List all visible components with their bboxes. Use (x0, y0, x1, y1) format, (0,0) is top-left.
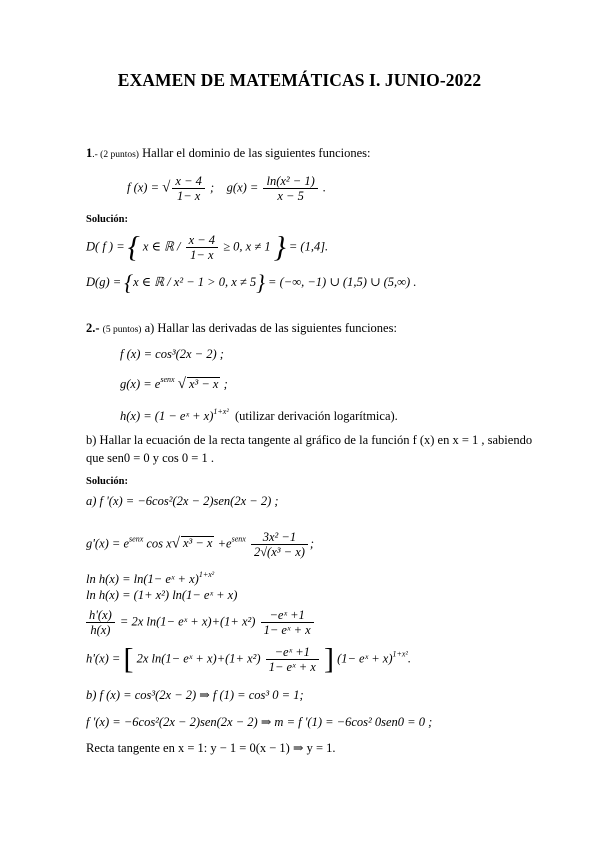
problem-2-number: 2.- (86, 321, 100, 335)
right-brace-icon: } (256, 270, 265, 296)
h-base: h(x) = (1 − eˣ + x) (120, 409, 214, 423)
domain-g-lhs: D(g) = (86, 275, 122, 289)
domain-f-line (86, 230, 329, 264)
problem-1-statement (86, 147, 371, 161)
h-derivative-line (86, 642, 412, 676)
solution-b-line3: Recta tangente en x = 1: y − 1 = 0(x − 1) ⇒ y = 1. (86, 741, 336, 755)
problem-2-part-a: a) Hallar las derivadas de las siguientes funciones: (144, 321, 397, 335)
g-fraction (263, 174, 317, 203)
domain-f-set-a: x ∈ ℝ / (142, 239, 181, 254)
problem-2-part-b-line2: que sen0 = 0 y cos 0 = 1 . (86, 451, 214, 465)
function-h (120, 408, 398, 423)
g-end: . (322, 180, 327, 195)
domain-f-denominator: 1− x (190, 248, 214, 262)
h-note: (utilizar derivación logarítmica). (235, 409, 398, 423)
right-bracket-icon: ] (323, 642, 334, 676)
hp-lhs: h'(x) = (86, 651, 121, 666)
domain-f-lhs: D( f ) = (86, 239, 125, 254)
f-numerator: x − 4 (172, 174, 204, 189)
log-line-1-text: ln h(x) = ln(1− eˣ + x) (86, 572, 199, 586)
problem-1-number: 1 (86, 146, 93, 160)
problem-2-solution-label: Solución: (86, 476, 129, 487)
gp-radicand: x³ − x (182, 536, 213, 551)
gp-denominator: 2√(x³ − x) (253, 545, 305, 559)
domain-g-line (86, 270, 417, 296)
hp-numerator: −eˣ +1 (266, 645, 319, 660)
hp-end: . (407, 651, 412, 666)
exam-title: EXAMEN DE MATEMÁTICAS I. JUNIO-2022 (117, 70, 482, 90)
sqrt-icon: √ (171, 535, 180, 552)
g-lhs: g(x) = (226, 180, 259, 195)
ratio-fraction (86, 608, 115, 637)
ratio-denominator: h(x) (90, 623, 111, 637)
f-denominator: 1− x (176, 189, 201, 203)
gp-base: g'(x) = e (86, 536, 130, 551)
log-derivative-denominator: 1− eˣ + x (263, 623, 311, 637)
problem-2-statement (86, 322, 397, 336)
log-line-1 (86, 571, 214, 586)
log-derivative-mid: = 2x ln(1− eˣ + x)+(1+ x²) (119, 614, 256, 629)
gp-plus: +e (217, 536, 232, 551)
g-exponent: senx (160, 375, 175, 384)
domain-f-numerator: x − 4 (186, 233, 218, 248)
g-end: ; (223, 377, 228, 391)
right-brace-icon: } (273, 230, 286, 264)
gp-exponent: senx (129, 534, 144, 544)
domain-g-set: x ∈ ℝ / x² − 1 > 0, x ≠ 5 (133, 275, 257, 289)
gp-cos: cos x (146, 536, 172, 551)
h-exponent: 1+x² (213, 407, 229, 416)
f-lhs: f (x) = (127, 180, 160, 195)
hp-fraction (266, 645, 319, 674)
problem-2-points: (5 puntos) (102, 325, 142, 335)
log-derivative-fraction (261, 608, 314, 637)
f-separator: ; (210, 180, 215, 195)
problem-2-part-b-line1: b) Hallar la ecuación de la recta tangente al gráfico de la función f (x) en x = 1 , sabiendo (86, 433, 533, 447)
sqrt-icon: √ (177, 376, 186, 392)
solution-b-line2: f '(x) = −6cos²(2x − 2)sen(2x − 2) ⇒ m = f '(1) = −6cos² 0sen0 = 0 ; (86, 715, 433, 729)
gp-fraction (251, 530, 308, 559)
sqrt-icon: √ (162, 179, 171, 196)
gp-end: ; (309, 536, 315, 551)
solution-b-line1: b) f (x) = cos³(2x − 2) ⇒ f (1) = cos³ 0 = 1; (86, 688, 304, 702)
function-f: f (x) = cos³(2x − 2) ; (120, 347, 224, 361)
solution-g-derivative (86, 530, 314, 559)
left-brace-icon: { (127, 230, 140, 264)
left-brace-icon: { (124, 270, 134, 296)
domain-f-result: = (1,4]. (288, 239, 329, 254)
problem-1-solution-label: Solución: (86, 214, 129, 225)
ratio-numerator: h'(x) (86, 608, 115, 623)
left-bracket-icon: [ (123, 642, 134, 676)
hp-inner: 2x ln(1− eˣ + x)+(1+ x²) (136, 651, 261, 666)
g-numerator: ln(x² − 1) (263, 174, 317, 189)
hp-exponent: 1+x² (392, 649, 408, 659)
function-g (120, 376, 228, 392)
hp-tail: (1− eˣ + x) (337, 651, 393, 666)
log-line-2: ln h(x) = (1+ x²) ln(1− eˣ + x) (86, 588, 238, 602)
g-base: g(x) = e (120, 377, 161, 391)
f-fraction (172, 174, 204, 203)
gp-numerator: 3x² −1 (251, 530, 308, 545)
solution-f-derivative: a) f '(x) = −6cos²(2x − 2)sen(2x − 2) ; (86, 494, 279, 508)
problem-1-points: .- (2 puntos) (92, 150, 139, 160)
log-derivative-numerator: −eˣ +1 (261, 608, 314, 623)
domain-f-fraction (186, 233, 218, 262)
problem-1-functions (127, 174, 326, 203)
g-denominator: x − 5 (277, 189, 304, 203)
g-radicand: x³ − x (188, 377, 219, 391)
gp-exponent-2: senx (231, 534, 246, 544)
log-line-1-exponent: 1+x² (198, 570, 215, 579)
hp-denominator: 1− eˣ + x (268, 660, 316, 674)
log-derivative-line (86, 608, 316, 637)
domain-f-set-b: ≥ 0, x ≠ 1 (223, 239, 271, 254)
domain-g-result: = (−∞, −1) ∪ (1,5) ∪ (5,∞) . (268, 275, 417, 289)
problem-1-text: Hallar el dominio de las siguientes funciones: (142, 146, 371, 160)
